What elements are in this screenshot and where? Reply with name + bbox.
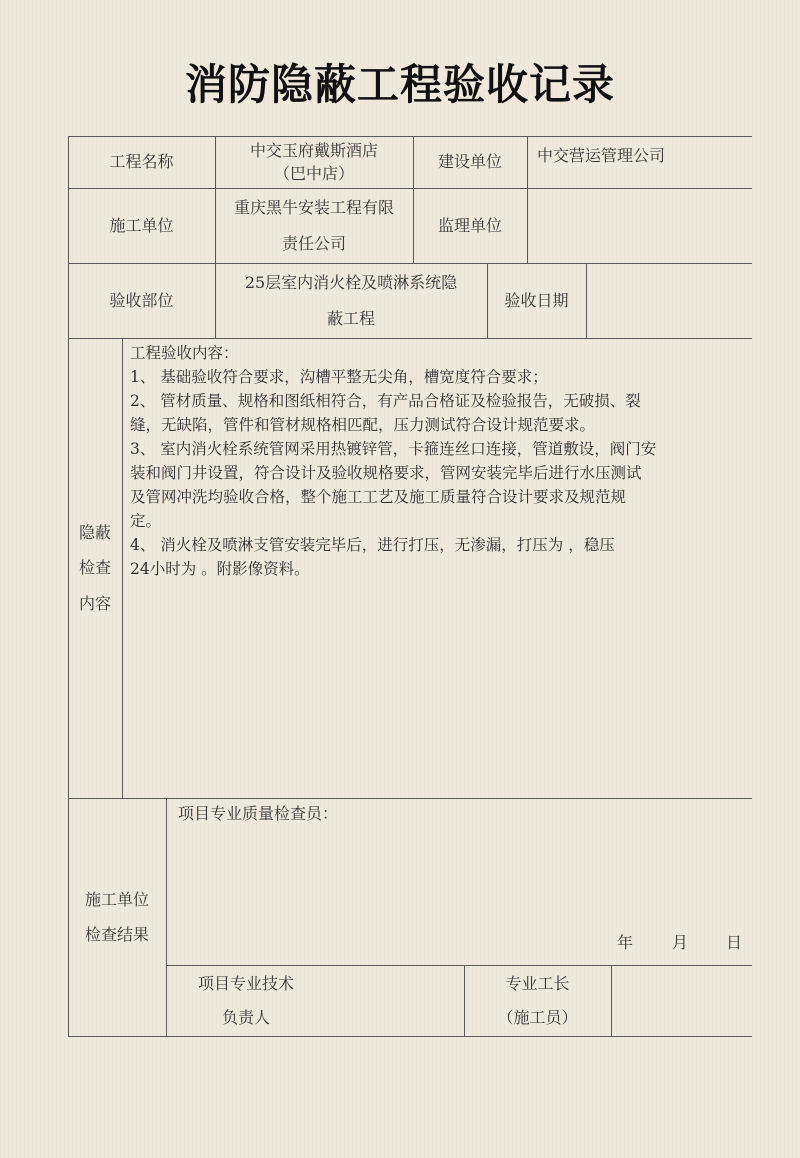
content-line: 缝，无缺陷，管件和管材规格相匹配，压力测试符合设计规范要求。	[130, 416, 596, 434]
content-line: 4、 消火栓及喷淋支管安装完毕后，进行打压，无渗漏，打压为 ，稳压	[130, 536, 615, 554]
tech-lead-line1: 项目专业技术	[197, 973, 294, 993]
acceptance-part-line1: 25层室内消火栓及喷淋系统隐	[244, 273, 458, 293]
row-divider	[68, 338, 752, 339]
content-line: 及管网冲洗均验收合格，整个施工工艺及施工质量符合设计要求及规范规	[130, 488, 627, 506]
hidden-inspection-label-line2: 检查	[78, 558, 111, 578]
foreman-line1: 专业工长	[505, 973, 570, 993]
foreman-label	[464, 965, 611, 1036]
content-heading: 工程验收内容：	[130, 344, 239, 362]
acceptance-part-value	[215, 263, 487, 338]
construction-unit-value	[215, 188, 413, 263]
construction-unit-label-text: 施工单位	[109, 215, 174, 235]
date-month: 月	[672, 933, 689, 952]
content-line: 定。	[130, 512, 162, 530]
hidden-inspection-label	[68, 338, 122, 798]
construction-unit-line1: 重庆黑牛安装工程有限	[233, 198, 394, 218]
project-name-value	[215, 136, 413, 188]
document-title: 消防隐蔽工程验收记录	[184, 60, 615, 109]
content-line: 3、 室内消火栓系统管网采用热镀锌管，卡箍连丝口连接，管道敷设，阀门安	[130, 440, 657, 458]
row-divider	[68, 798, 752, 799]
column-divider	[586, 263, 587, 338]
check-result-label	[68, 798, 166, 1036]
check-result-label-line2: 检查结果	[84, 925, 149, 944]
acceptance-date-label	[487, 263, 586, 338]
builder-unit-label-text: 建设单位	[437, 152, 502, 171]
project-name-label-text: 工程名称	[109, 152, 174, 171]
tech-lead-label	[166, 965, 326, 1036]
acceptance-part-label-text: 验收部位	[109, 290, 174, 310]
content-line: 1、 基础验收符合要求，沟槽平整无尖角，槽宽度符合要求；	[130, 368, 548, 386]
tech-lead-line2: 负责人	[221, 1007, 270, 1027]
date-year: 年	[617, 933, 634, 952]
content-line: 24小时为 。附影像资料。	[130, 560, 310, 578]
project-name-label	[68, 136, 215, 188]
content-line: 2、 管材质量、规格和图纸相符合，有产品合格证及检验报告，无破损、裂	[130, 392, 641, 410]
hidden-inspection-label-line3: 内容	[78, 593, 111, 613]
construction-unit-label	[68, 188, 215, 263]
foreman-line2: （施工员）	[497, 1007, 578, 1027]
acceptance-date-label-text: 验收日期	[504, 290, 569, 310]
hidden-inspection-content	[130, 341, 750, 581]
table-bottom-border	[68, 1036, 752, 1037]
builder-unit-value	[527, 136, 752, 176]
project-name-line2: （巴中店）	[273, 164, 354, 183]
column-divider	[611, 965, 612, 1036]
inspector-label: 项目专业质量检查员：	[178, 804, 339, 823]
construction-unit-line2: 责任公司	[281, 233, 346, 253]
date-day: 日	[726, 933, 743, 952]
column-divider	[122, 338, 123, 798]
check-result-label-line1: 施工单位	[84, 889, 149, 909]
acceptance-part-label	[68, 263, 215, 338]
acceptance-part-line2: 蔽工程	[326, 308, 375, 328]
hidden-inspection-label-line1: 隐蔽	[78, 523, 111, 543]
content-line: 装和阀门井设置，符合设计及验收规格要求，管网安装完毕后进行水压测试	[130, 464, 642, 482]
builder-unit-label	[413, 136, 527, 188]
supervision-unit-label	[413, 188, 527, 263]
builder-unit-value-text: 中交营运管理公司	[537, 146, 666, 165]
project-name-line1: 中交玉府戴斯酒店	[249, 140, 378, 160]
supervision-unit-label-text: 监理单位	[437, 215, 502, 235]
